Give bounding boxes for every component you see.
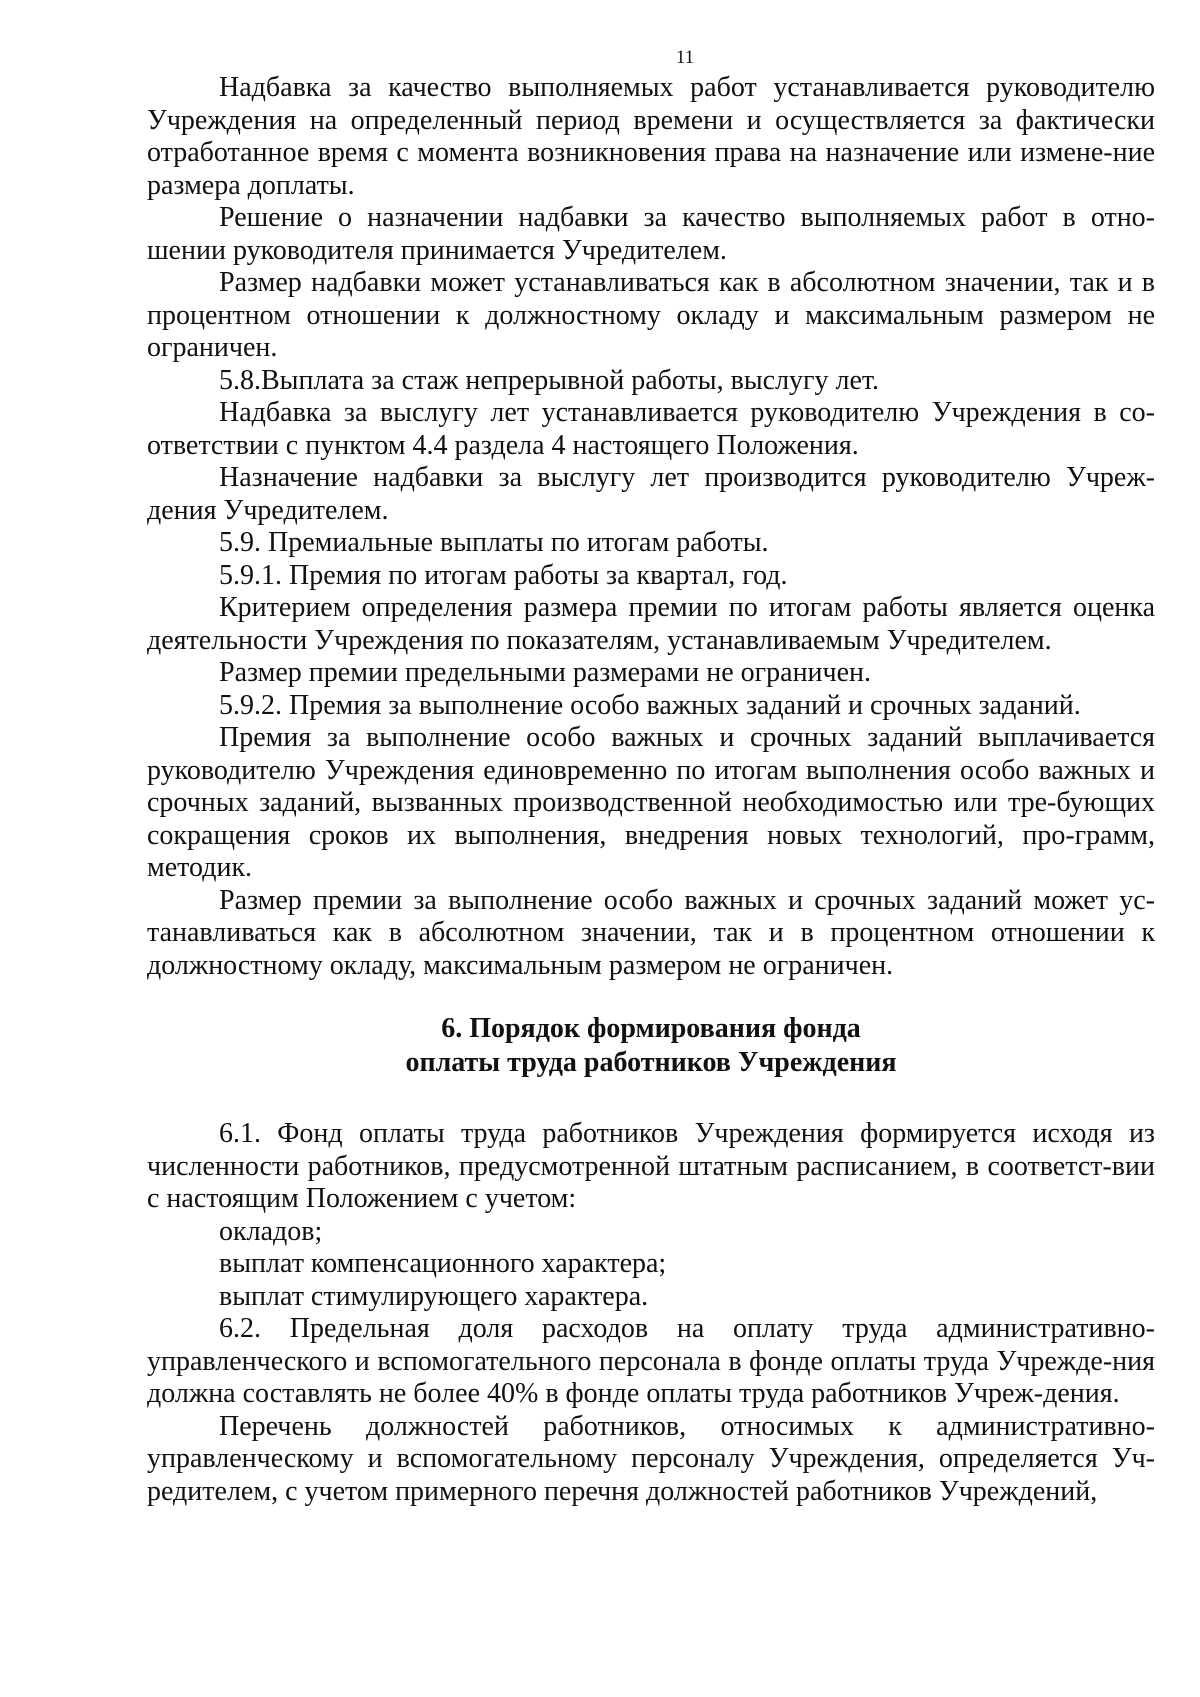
section-heading-line-2: оплаты труда работников Учреждения [405, 1047, 897, 1078]
paragraph-5-8: 5.8.Выплата за стаж непрерывной работы, выслугу лет. [219, 364, 880, 396]
paragraph-6-2: 6.2. Предельная доля расходов на оплату труда административно-управленческого и вспомогательного персонала в фонде оплаты труда Учрежде-ния должна составлять не более 40% в фонде оплаты труда работников Учреж-дения. [147, 1313, 1155, 1409]
paragraph-premium-limit: Размер премии предельными размерами не ограничен. [219, 657, 872, 688]
paragraph-5-9-2: 5.9.2. Премия за выполнение особо важных заданий и срочных заданий. [219, 689, 1081, 721]
list-item-incentive: выплат стимулирующего характера. [219, 1280, 649, 1312]
page-number: 11 [675, 47, 695, 68]
paragraph-bonus-decision: Решение о назначении надбавки за качество выполняемых работ в отно-шении руководителя принимается Учредителем. [147, 202, 1155, 266]
document-body [147, 72, 1155, 1508]
paragraph-urgent-premium: Премия за выполнение особо важных и срочных заданий выплачивается руководителю Учреждения единовременно по итогам выполнения особо важных и срочных заданий, вызванных производственной необходимостью или тре-бующих сокращения сроков их выполнения, внедрения новых технологий, про-грамм, методик. [147, 722, 1155, 883]
paragraph-quality-bonus: Надбавка за качество выполняемых работ устанавливается руководителю Учреждения на определенный период времени и осуществляется за фактически отработанное время с момента возникновения права на назначение или измене-ние размера доплаты. [147, 72, 1155, 201]
paragraph-positions-list: Перечень должностей работников, относимых к административно-управленческому и вспомогательному персоналу Учреждения, определяется Уч-редителем, с учетом примерного перечня должностей работников Учреждений, [147, 1410, 1155, 1507]
list-item-compensation: выплат компенсационного характера; [219, 1248, 667, 1279]
paragraph-seniority-bonus: Надбавка за выслугу лет устанавливается руководителю Учреждения в со-ответствии с пунктом 4.4 раздела 4 настоящего Положения. [147, 397, 1155, 461]
paragraph-5-9: 5.9. Премиальные выплаты по итогам работы. [219, 527, 769, 558]
paragraph-premium-criterion: Критерием определения размера премии по итогам работы является оценка деятельности Учреждения по показателям, устанавливаемым Учредителем. [147, 592, 1155, 656]
paragraph-bonus-size: Размер надбавки может устанавливаться как в абсолютном значении, так и в процентном отношении к должностному окладу и максимальным размером не ограничен. [147, 267, 1155, 363]
section-heading-line-1: 6. Порядок формирования фонда [441, 1013, 861, 1044]
section-heading [147, 1012, 1155, 1080]
paragraph-seniority-assignment: Назначение надбавки за выслугу лет производится руководителю Учреж-дения Учредителем. [147, 462, 1155, 526]
paragraph-5-9-1: 5.9.1. Премия по итогам работы за квартал, год. [219, 559, 788, 591]
paragraph-urgent-premium-size: Размер премии за выполнение особо важных и срочных заданий может ус-танавливаться как в абсолютном значении, так и в процентном отношении к должностному окладу, максимальным размером не ограничен. [147, 884, 1155, 981]
paragraph-6-1: 6.1. Фонд оплаты труда работников Учреждения формируется исходя из численности работников, предусмотренной штатным расписанием, в соответст-вии с настоящим Положением с учетом: [147, 1118, 1155, 1214]
list-item-salaries: окладов; [219, 1215, 323, 1247]
